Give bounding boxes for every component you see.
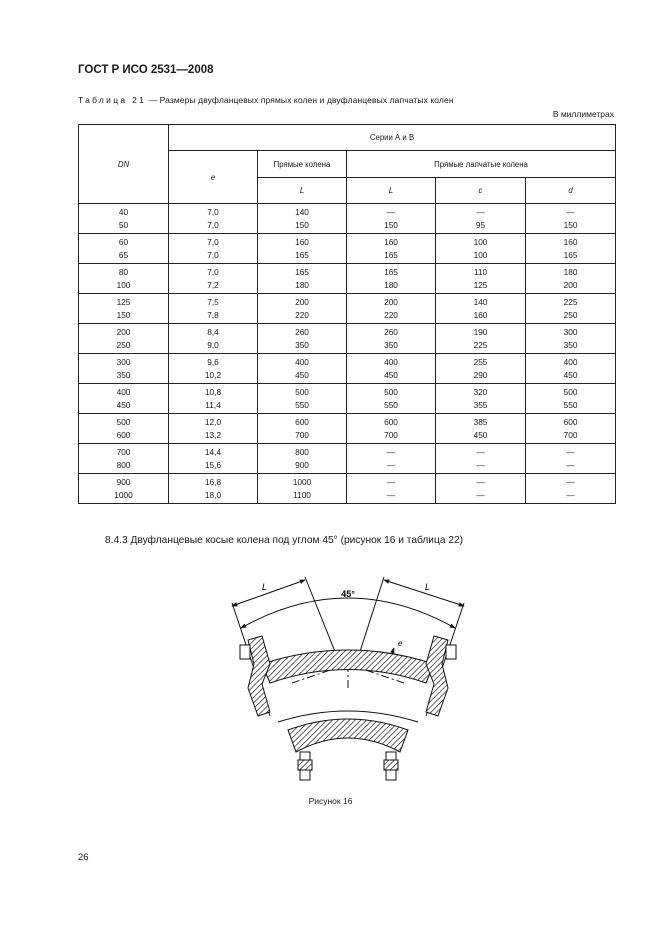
table-row bbox=[79, 474, 616, 504]
table-row bbox=[79, 354, 616, 384]
header-L-straight: L bbox=[258, 178, 347, 204]
cell-d: 160 165 bbox=[526, 234, 616, 264]
cell-L-straight: 260 350 bbox=[258, 324, 347, 354]
cell-c: 385 450 bbox=[436, 414, 526, 444]
page-number: 26 bbox=[78, 852, 89, 863]
table-row bbox=[79, 204, 616, 234]
cell-c: 100 100 bbox=[436, 234, 526, 264]
cell-L-duckfoot: 160 165 bbox=[347, 234, 436, 264]
table-row bbox=[79, 234, 616, 264]
cell-c: — — bbox=[436, 444, 526, 474]
cell-c: — — bbox=[436, 474, 526, 504]
cell-d: — — bbox=[526, 474, 616, 504]
cell-L-straight: 200 220 bbox=[258, 294, 347, 324]
cell-L-duckfoot: — — bbox=[347, 474, 436, 504]
cell-e: 16,8 18,0 bbox=[169, 474, 258, 504]
table-row bbox=[79, 414, 616, 444]
cell-L-straight: 165 180 bbox=[258, 264, 347, 294]
cell-c: 190 225 bbox=[436, 324, 526, 354]
table-row bbox=[79, 444, 616, 474]
figure-caption: Рисунок 16 bbox=[308, 796, 353, 806]
cell-L-straight: 160 165 bbox=[258, 234, 347, 264]
cell-e: 7,0 7,0 bbox=[169, 234, 258, 264]
cell-dn: 125 150 bbox=[79, 294, 169, 324]
cell-d: — 150 bbox=[526, 204, 616, 234]
header-e: e bbox=[169, 151, 258, 204]
cell-c: — 95 bbox=[436, 204, 526, 234]
cell-dn: 80 100 bbox=[79, 264, 169, 294]
cell-e: 7,0 7,2 bbox=[169, 264, 258, 294]
cell-L-duckfoot: 165 180 bbox=[347, 264, 436, 294]
L-left-label: L bbox=[262, 582, 268, 592]
dimensions-table bbox=[78, 124, 616, 504]
cell-e: 10,8 11,4 bbox=[169, 384, 258, 414]
table-caption bbox=[78, 95, 454, 105]
cell-c: 255 290 bbox=[436, 354, 526, 384]
cell-L-duckfoot: 600 700 bbox=[347, 414, 436, 444]
cell-L-duckfoot: 400 450 bbox=[347, 354, 436, 384]
cell-L-straight: 600 700 bbox=[258, 414, 347, 444]
cell-dn: 400 450 bbox=[79, 384, 169, 414]
cell-L-straight: 500 550 bbox=[258, 384, 347, 414]
cell-d: — — bbox=[526, 444, 616, 474]
header-L-duckfoot: L bbox=[347, 178, 436, 204]
cell-dn: 900 1000 bbox=[79, 474, 169, 504]
cell-e: 7,5 7,8 bbox=[169, 294, 258, 324]
cell-dn: 500 600 bbox=[79, 414, 169, 444]
header-dn: DN bbox=[79, 125, 169, 204]
table-caption-prefix: Таблица 21 bbox=[78, 95, 147, 105]
cell-c: 320 355 bbox=[436, 384, 526, 414]
elbow-45-drawing bbox=[218, 572, 480, 790]
cell-L-straight: 800 900 bbox=[258, 444, 347, 474]
header-series: Серии А и В bbox=[169, 125, 616, 151]
e-label: e bbox=[398, 639, 403, 648]
cell-L-duckfoot: — 150 bbox=[347, 204, 436, 234]
cell-L-straight: 1000 1100 bbox=[258, 474, 347, 504]
doc-title: ГОСТ Р ИСО 2531—2008 bbox=[78, 64, 214, 76]
table-caption-text: — Размеры двуфланцевых прямых колен и двуфланцевых лапчатых колен bbox=[146, 95, 454, 105]
table-row bbox=[79, 264, 616, 294]
table-body bbox=[79, 204, 616, 504]
header-c: c bbox=[436, 178, 526, 204]
header-straight-elbows: Прямые колена bbox=[258, 151, 347, 178]
cell-L-duckfoot: 260 350 bbox=[347, 324, 436, 354]
cell-d: 400 450 bbox=[526, 354, 616, 384]
cell-dn: 700 800 bbox=[79, 444, 169, 474]
table-row bbox=[79, 294, 616, 324]
section-heading: 8.4.3 Двуфланцевые косые колена под углом 45° (рисунок 16 и таблица 22) bbox=[105, 535, 464, 546]
angle-label: 45° bbox=[341, 589, 355, 599]
cell-L-duckfoot: — — bbox=[347, 444, 436, 474]
cell-d: 300 350 bbox=[526, 324, 616, 354]
cell-L-duckfoot: 500 550 bbox=[347, 384, 436, 414]
cell-L-straight: 400 450 bbox=[258, 354, 347, 384]
cell-d: 500 550 bbox=[526, 384, 616, 414]
cell-dn: 200 250 bbox=[79, 324, 169, 354]
cell-dn: 60 65 bbox=[79, 234, 169, 264]
cell-L-straight: 140 150 bbox=[258, 204, 347, 234]
cell-e: 8,4 9,0 bbox=[169, 324, 258, 354]
cell-c: 110 125 bbox=[436, 264, 526, 294]
table-row bbox=[79, 324, 616, 354]
header-duckfoot-elbows: Прямые лапчатые колена bbox=[347, 151, 616, 178]
cell-e: 14,4 15,6 bbox=[169, 444, 258, 474]
cell-L-duckfoot: 200 220 bbox=[347, 294, 436, 324]
cell-d: 600 700 bbox=[526, 414, 616, 444]
cell-dn: 40 50 bbox=[79, 204, 169, 234]
cell-e: 7,0 7,0 bbox=[169, 204, 258, 234]
cell-dn: 300 350 bbox=[79, 354, 169, 384]
cell-d: 180 200 bbox=[526, 264, 616, 294]
L-right-label: L bbox=[425, 582, 431, 592]
cell-d: 225 250 bbox=[526, 294, 616, 324]
header-d: d bbox=[526, 178, 616, 204]
cell-e: 9,6 10,2 bbox=[169, 354, 258, 384]
units-note: В миллиметрах bbox=[552, 109, 614, 119]
table-row bbox=[79, 384, 616, 414]
cell-e: 12,0 13,2 bbox=[169, 414, 258, 444]
cell-c: 140 160 bbox=[436, 294, 526, 324]
